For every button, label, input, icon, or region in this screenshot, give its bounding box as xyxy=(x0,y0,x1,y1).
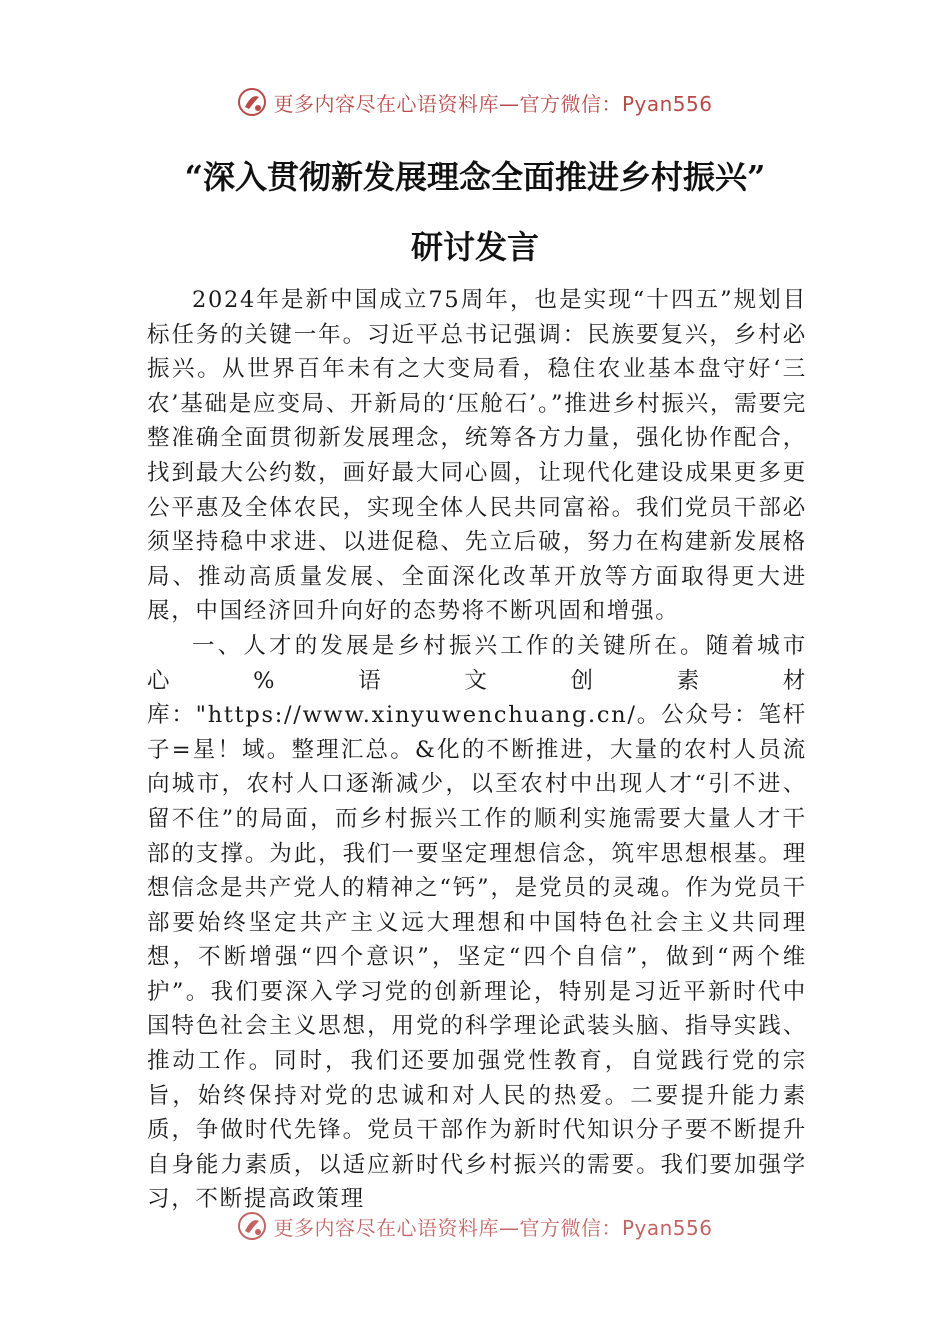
paragraph-1: 2024年是新中国成立75周年，也是实现“十四五”规划目标任务的关键一年。习近平总书记强调：民族要复兴，乡村必振兴。从世界百年未有之大变局看，稳住农业基本盘守好‘三农’基础是应变局、开新局的‘压舱石’。”推进乡村振兴，需要完整准确全面贯彻新发展理念，统筹各方力量，强化协作配合，找到最大公约数，画好最大同心圆，让现代化建设成果更多更公平惠及全体农民，实现全体人民共同富裕。我们党员干部必须坚持稳中求进、以进促稳、先立后破，努力在构建新发展格局、推动高质量发展、全面深化改革开放等方面取得更大进展，中国经济回升向好的态势将不断巩固和增强。 xyxy=(147,287,807,625)
document-subtitle: 研讨发言 xyxy=(410,228,539,266)
header-watermark xyxy=(0,82,950,122)
logo-icon xyxy=(237,87,267,117)
header-watermark-text: 更多内容尽在心语资料库—官方微信：Pyan556 xyxy=(273,91,713,116)
footer-watermark xyxy=(0,1206,950,1246)
footer-watermark-text: 更多内容尽在心语资料库—官方微信：Pyan556 xyxy=(273,1215,713,1240)
document-title: “深入贯彻新发展理念全面推进乡村振兴” xyxy=(184,158,766,196)
paragraph-2: 一、人才的发展是乡村振兴工作的关键所在。随着城市心%语文创素材库："https://www.xinyuwenchuang.cn/。公众号：笔杆子=星！域。整理汇总。&化的不断推进，大量的农村人员流向城市，农村人口逐渐减少，以至农村中出现人才“引不进、留不住”的局面，而乡村振兴工作的顺利实施需要大量人才干部的支撑。为此，我们一要坚定理想信念，筑牢思想根基。理想信念是共产党人的精神之“钙”，是党员的灵魂。作为党员干部要始终坚定共产主义远大理想和中国特色社会主义共同理想，不断增强“四个意识”，坚定“四个自信”，做到“两个维护”。我们要深入学习党的创新理论，特别是习近平新时代中国特色社会主义思想，用党的科学理论武装头脑、指导实践、推动工作。同时，我们还要加强党性教育，自觉践行党的宗旨，始终保持对党的忠诚和对人民的热爱。二要提升能力素质，争做时代先锋。党员干部作为新时代知识分子要不断提升自身能力素质，以适应新时代乡村振兴的需要。我们要加强学习，不断提高政策理 xyxy=(147,632,807,1213)
document-body xyxy=(147,283,807,1217)
logo-icon xyxy=(237,1211,267,1241)
